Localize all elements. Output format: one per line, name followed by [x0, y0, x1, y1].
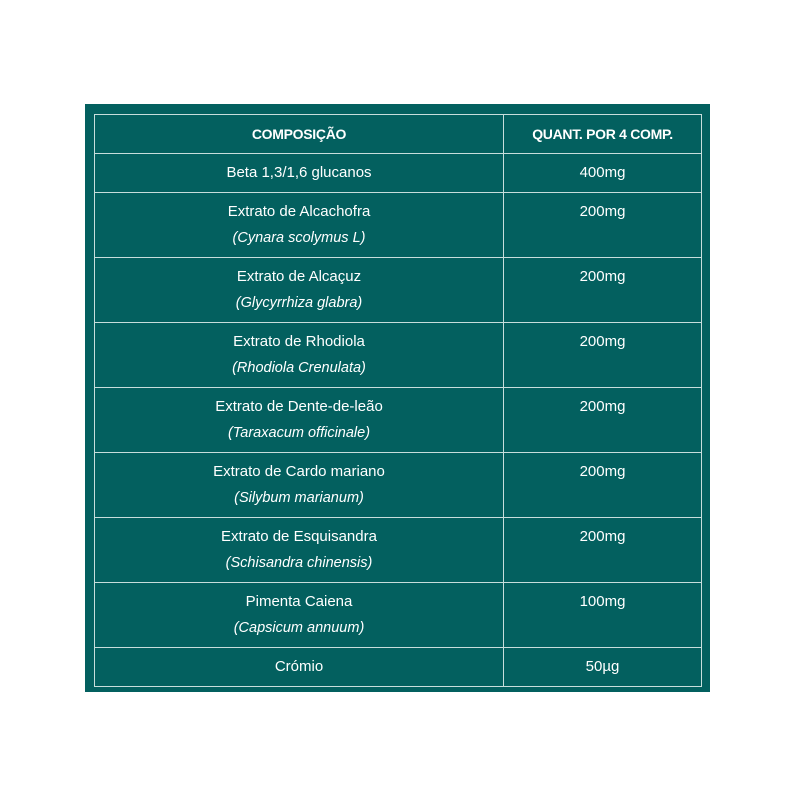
quantity-cell: [504, 154, 702, 193]
table-row: [95, 323, 702, 388]
table-header-row: [95, 115, 702, 154]
ingredient-quantity: 200mg: [579, 528, 626, 545]
ingredient-name: Extrato de Cardo mariano: [213, 463, 385, 480]
ingredient-scientific-name: (Rhodiola Crenulata): [232, 360, 366, 376]
ingredient-quantity: 200mg: [579, 268, 626, 285]
table-row: [95, 193, 702, 258]
composition-table: [94, 114, 702, 687]
quantity-cell: [504, 193, 702, 258]
ingredient-quantity: 200mg: [579, 398, 626, 415]
ingredient-name: Extrato de Alcaçuz: [236, 268, 362, 285]
quantity-cell: [504, 518, 702, 583]
ingredient-scientific-name: (Schisandra chinensis): [225, 555, 373, 571]
ingredient-scientific-name: (Capsicum annuum): [233, 620, 365, 636]
table-row: [95, 518, 702, 583]
quantity-cell: [504, 453, 702, 518]
ingredient-cell: [95, 648, 504, 687]
ingredient-quantity: 50µg: [585, 658, 620, 675]
table-row: [95, 154, 702, 193]
ingredient-quantity: 200mg: [579, 203, 626, 220]
ingredient-quantity: 200mg: [579, 333, 626, 350]
ingredient-cell: [95, 193, 504, 258]
table-row: [95, 453, 702, 518]
header-quantity: QUANT. POR 4 COMP.: [504, 115, 702, 154]
quantity-cell: [504, 648, 702, 687]
ingredient-quantity: 100mg: [579, 593, 626, 610]
ingredient-cell: [95, 154, 504, 193]
table-row: [95, 583, 702, 648]
ingredient-cell: [95, 453, 504, 518]
ingredient-cell: [95, 388, 504, 453]
ingredient-quantity: 200mg: [579, 463, 626, 480]
ingredient-name: Extrato de Esquisandra: [221, 528, 377, 545]
ingredient-cell: [95, 518, 504, 583]
quantity-cell: [504, 323, 702, 388]
ingredient-scientific-name: (Silybum marianum): [234, 490, 364, 506]
ingredient-name: Extrato de Dente-de-leão: [215, 398, 383, 415]
table-row: [95, 648, 702, 687]
table-row: [95, 388, 702, 453]
ingredient-cell: [95, 258, 504, 323]
table-row: [95, 258, 702, 323]
ingredient-scientific-name: (Glycyrrhiza glabra): [235, 295, 363, 311]
ingredient-scientific-name: (Cynara scolymus L): [232, 230, 366, 246]
header-composition: COMPOSIÇÃO: [95, 115, 504, 154]
ingredient-cell: [95, 583, 504, 648]
ingredient-name: Pimenta Caiena: [245, 593, 353, 610]
quantity-cell: [504, 583, 702, 648]
ingredient-scientific-name: (Taraxacum officinale): [227, 425, 371, 441]
ingredient-name: Crómio: [274, 658, 324, 675]
ingredient-name: Extrato de Rhodiola: [233, 333, 365, 350]
quantity-cell: [504, 388, 702, 453]
ingredient-name: Extrato de Alcachofra: [227, 203, 371, 220]
composition-panel: [85, 104, 710, 692]
quantity-cell: [504, 258, 702, 323]
ingredient-name: Beta 1,3/1,6 glucanos: [226, 164, 372, 181]
ingredient-quantity: 400mg: [579, 164, 626, 181]
ingredient-cell: [95, 323, 504, 388]
